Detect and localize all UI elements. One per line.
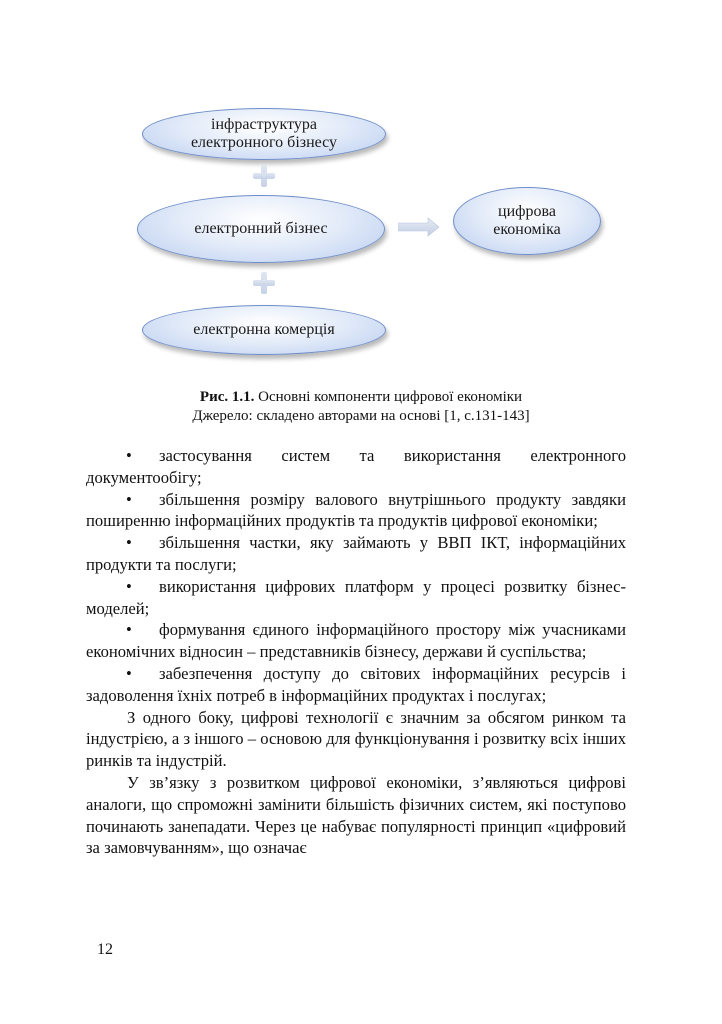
bullet-icon: • <box>126 489 132 509</box>
page-number: 12 <box>97 941 113 958</box>
figure-title: Основні компоненти цифрової економіки <box>254 389 523 405</box>
bullet-icon: • <box>126 663 132 683</box>
body-text <box>86 445 626 859</box>
figure-label: Рис. 1.1. <box>199 389 255 405</box>
list-item <box>86 576 626 620</box>
list-item-text: формування єдиного інформаційного простору між учасниками економічних відносин – представників бізнесу, держави й суспільства; <box>86 620 626 662</box>
node-ebusiness <box>137 195 385 263</box>
bullet-icon: • <box>126 533 132 553</box>
list-item <box>86 445 626 489</box>
plus-icon-bottom <box>253 272 275 294</box>
node-ecommerce <box>142 305 386 355</box>
figure-source-text: Джерело: складено авторами на основі [1, с.131-143] <box>192 408 530 424</box>
node-digital-economy <box>453 187 601 255</box>
list-item-text: збільшення частки, яку займають у ВВП ІКТ, інформаційних продукти та послуги; <box>86 533 626 574</box>
list-item <box>86 532 626 576</box>
figure-caption <box>0 388 722 407</box>
plus-icon-top <box>253 165 275 187</box>
list-item-text: збільшення розміру валового внутрішнього продукту завдяки поширенню інформаційних продуктів та продуктів цифрової економіки; <box>86 489 626 531</box>
list-item-text: застосування систем та використання електронного документообігу; <box>86 446 626 487</box>
node-infrastructure <box>142 108 386 160</box>
list-item <box>86 489 626 533</box>
bullet-icon: • <box>126 620 132 640</box>
paragraph: З одного боку, цифрові технології є значним за обсягом ринком та індустрією, а з іншого – основою для функціонування і розвитку всіх інших ринків та індустрій. <box>86 707 626 771</box>
components-diagram <box>0 0 722 380</box>
node-digital-economy-label: цифрова економіка <box>493 203 561 238</box>
list-item <box>86 663 626 707</box>
bullet-icon: • <box>126 576 132 596</box>
node-ecommerce-label: електронна комерція <box>193 321 335 338</box>
list-item <box>86 619 626 663</box>
node-ebusiness-label: електронний бізнес <box>194 220 328 237</box>
bullet-icon: • <box>126 446 132 465</box>
paragraph: У зв’язку з розвитком цифрової економіки, з’являються цифрові аналоги, що спроможні замінити більшість фізичних систем, які поступово починають занепадати. Через це набуває популярності принцип «цифровий за замовчуванням», що означає <box>86 772 626 858</box>
list-item-text: забезпечення доступу до світових інформаційних ресурсів і задоволення їхніх потреб в інформаційних продуктах і послугах; <box>86 663 626 705</box>
figure-source <box>0 407 722 426</box>
node-infrastructure-label: інфраструктура електронного бізнесу <box>190 116 338 151</box>
arrow-right-icon <box>398 217 440 237</box>
list-item-text: використання цифрових платформ у процесі розвитку бізнес-моделей; <box>86 576 626 618</box>
